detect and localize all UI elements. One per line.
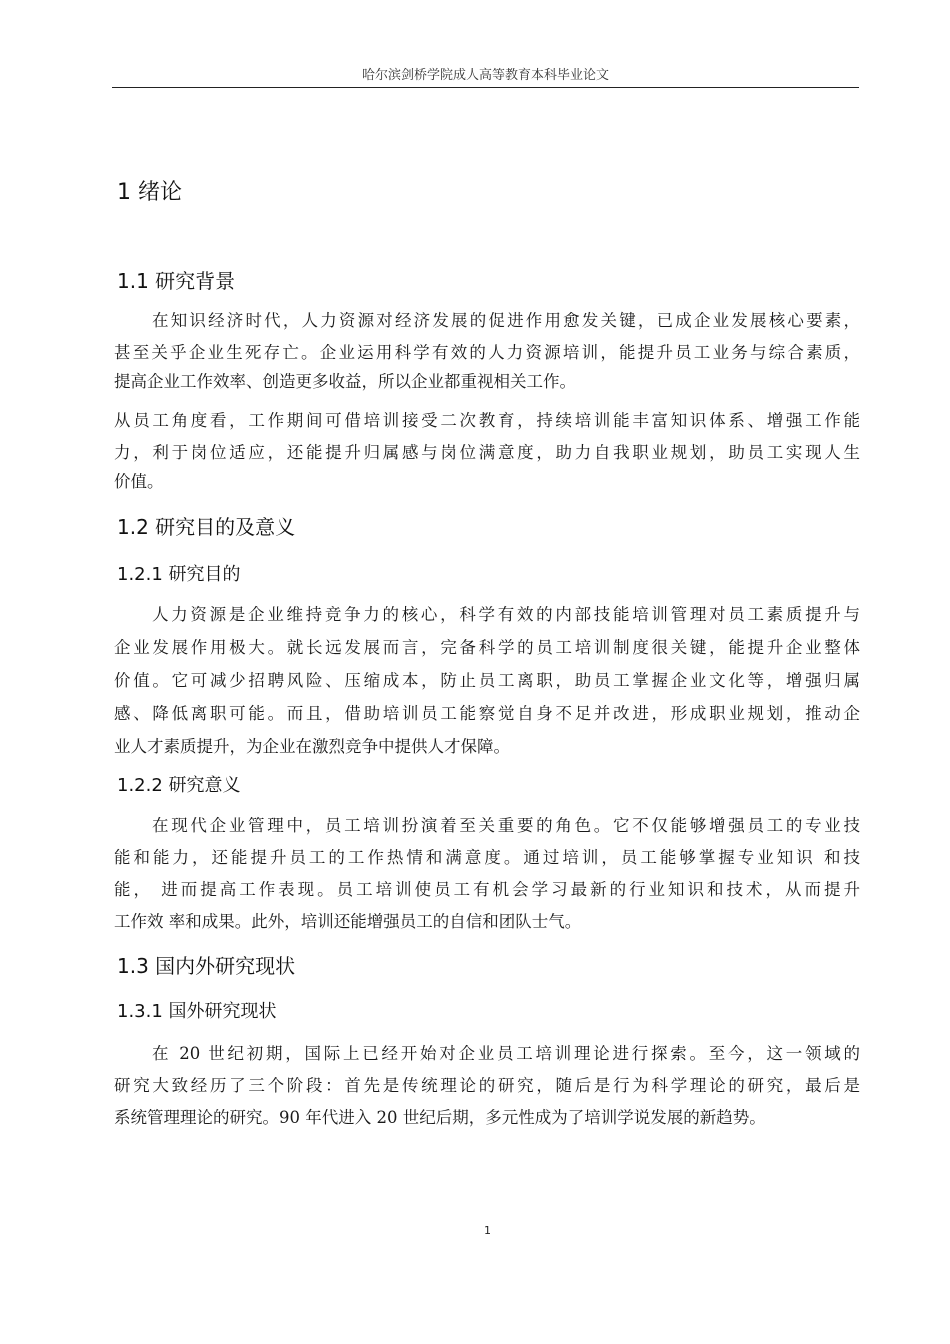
section-1-3-heading: 1.3 国内外研究现状: [117, 954, 296, 978]
text-line: 企业发展作用极大。就长远发展而言，完备科学的员工培训制度很关键，能提升企业整体: [114, 638, 860, 657]
section-1-1-heading: 1.1 研究背景: [117, 269, 236, 293]
paragraph-background-2: [114, 405, 860, 495]
text-line: 在知识经济时代，人力资源对经济发展的促进作用愈发关键，已成企业发展核心要素，: [152, 311, 860, 330]
text-line: 系统管理理论的研究。90 年代进入 20 世纪后期，多元性成为了培训学说发展的新趋势。: [114, 1108, 766, 1127]
text-line: 在现代企业管理中，员工培训扮演着至关重要的角色。它不仅能够增强员工的专业技: [152, 816, 860, 835]
text-line: 能和能力，还能提升员工的工作热情和满意度。通过培训，员工能够掌握专业知识 和技: [114, 848, 860, 867]
paragraph-foreign-research: [114, 1038, 860, 1134]
running-header: 哈尔滨剑桥学院成人高等教育本科毕业论文: [361, 68, 609, 83]
header-rule: [112, 87, 859, 88]
text-line: 能， 进而提高工作表现。员工培训使员工有机会学习最新的行业知识和技术，从而提升: [114, 880, 860, 899]
text-line: 价值。它可减少招聘风险、压缩成本，防止员工离职，助员工掌握企业文化等，增强归属: [114, 671, 860, 690]
text-line: 价值。: [114, 472, 164, 491]
text-line: 甚至关乎企业生死存亡。企业运用科学有效的人力资源培训，能提升员工业务与综合素质，: [114, 343, 860, 362]
text-line: 提高企业工作效率、创造更多收益，所以企业都重视相关工作。: [114, 372, 576, 391]
text-line: 从员工角度看，工作期间可借培训接受二次教育，持续培训能丰富知识体系、增强工作能: [114, 411, 860, 430]
section-1-2-1-heading: 1.2.1 研究目的: [117, 564, 241, 585]
text-line: 业人才素质提升，为企业在激烈竞争中提供人才保障。: [114, 737, 510, 756]
paragraph-background-1: [114, 305, 860, 395]
paragraph-significance: [114, 810, 860, 938]
text-line: 在 20 世纪初期，国际上已经开始对企业员工培训理论进行探索。至今，这一领域的: [152, 1044, 860, 1063]
paragraph-purpose: [114, 598, 860, 763]
chapter-title: 1 绪论: [117, 180, 182, 205]
page-number: 1: [484, 1224, 491, 1237]
text-line: 人力资源是企业维持竞争力的核心，科学有效的内部技能培训管理对员工素质提升与: [152, 605, 860, 624]
text-line: 感、降低离职可能。而且，借助培训员工能察觉自身不足并改进，形成职业规划，推动企: [114, 704, 860, 723]
section-1-3-1-heading: 1.3.1 国外研究现状: [117, 1001, 277, 1022]
section-1-2-2-heading: 1.2.2 研究意义: [117, 775, 241, 796]
text-line: 研究大致经历了三个阶段：首先是传统理论的研究，随后是行为科学理论的研究，最后是: [114, 1076, 860, 1095]
text-line: 工作效 率和成果。此外，培训还能增强员工的自信和团队士气。: [114, 912, 582, 931]
text-line: 力，利于岗位适应，还能提升归属感与岗位满意度，助力自我职业规划，助员工实现人生: [114, 443, 860, 462]
section-1-2-heading: 1.2 研究目的及意义: [117, 515, 296, 539]
